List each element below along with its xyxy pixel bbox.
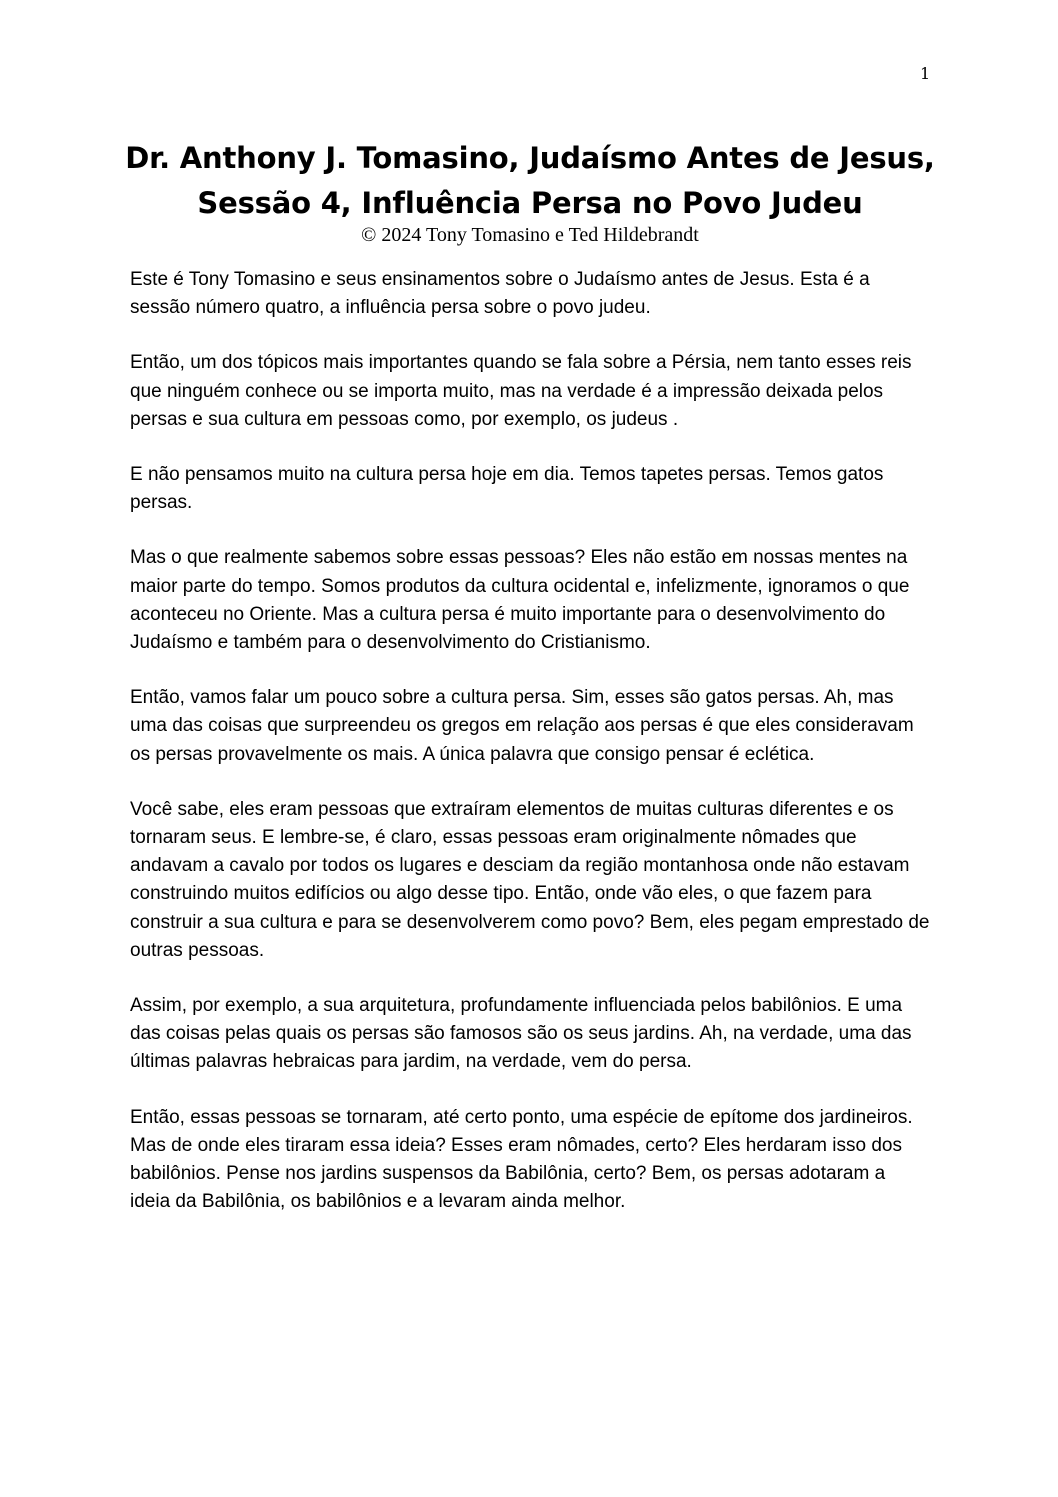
page-number: 1 (920, 64, 931, 83)
title-line-2: Sessão 4, Influência Persa no Povo Judeu (197, 186, 863, 220)
paragraph: Assim, por exemplo, a sua arquitetura, profundamente influenciada pelos babilônios. E uma das coisas pelas quais os persas são famosos são os seus jardins. Ah, na verdade, uma das últimas palavras hebraicas para jardim, na verdade, vem do persa. (130, 995, 912, 1073)
paragraph: Mas o que realmente sabemos sobre essas pessoas? Eles não estão em nossas mentes na maior parte do tempo. Somos produtos da cultura ocidental e, infelizmente, ignoramos o que aconteceu no Oriente. Mas a cultura persa é muito importante para o desenvolvimento do Judaísmo e também para o desenvolvimento do Cristianismo. (130, 547, 910, 654)
paragraph: E não pensamos muito na cultura persa hoje em dia. Temos tapetes persas. Temos gatos persas. (130, 464, 884, 514)
paragraph: Então, um dos tópicos mais importantes quando se fala sobre a Pérsia, nem tanto esses reis que ninguém conhece ou se importa muito, mas na verdade é a impressão deixada pelos persas e sua cultura em pessoas como, por exemplo, os judeus . (130, 352, 912, 430)
document-title (60, 136, 1000, 226)
title-line-1: Dr. Anthony J. Tomasino, Judaísmo Antes de Jesus, (125, 141, 935, 175)
copyright-notice: © 2024 Tony Tomasino e Ted Hildebrandt (361, 224, 699, 246)
document-body (130, 266, 930, 1243)
paragraph: Então, vamos falar um pouco sobre a cultura persa. Sim, esses são gatos persas. Ah, mas uma das coisas que surpreendeu os gregos em relação aos persas é que eles consideravam os persas provavelmente os mais. A única palavra que consigo pensar é eclética. (130, 687, 914, 765)
paragraph: Este é Tony Tomasino e seus ensinamentos sobre o Judaísmo antes de Jesus. Esta é a sessão número quatro, a influência persa sobre o povo judeu. (130, 269, 870, 319)
paragraph: Você sabe, eles eram pessoas que extraíram elementos de muitas culturas diferentes e os tornaram seus. E lembre-se, é claro, essas pessoas eram originalmente nômades que andavam a cavalo por todos os lugares e desciam da região montanhosa onde não estavam construindo muitos edifícios ou algo desse tipo. Então, onde vão eles, o que fazem para construir a sua cultura e para se desenvolverem como povo? Bem, eles pegam emprestado de outras pessoas. (130, 798, 930, 961)
paragraph: Então, essas pessoas se tornaram, até certo ponto, uma espécie de epítome dos jardineiros. Mas de onde eles tiraram essa ideia? Esses eram nômades, certo? Eles herdaram isso dos babilônios. Pense nos jardins suspensos da Babilônia, certo? Bem, os persas adotaram a ideia da Babilônia, os babilônios e a levaram ainda melhor. (130, 1106, 913, 1213)
